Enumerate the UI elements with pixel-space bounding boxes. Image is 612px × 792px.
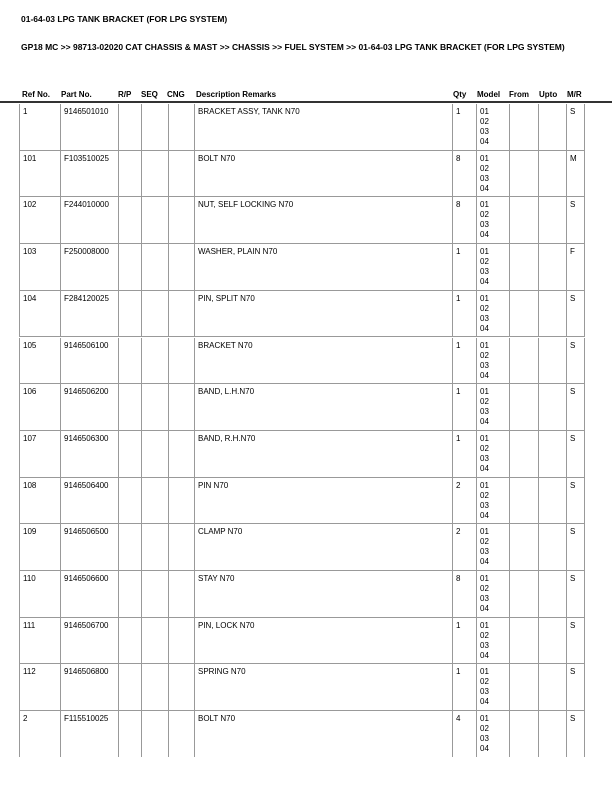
- cell-ref-no: 106: [19, 384, 60, 430]
- cell-ref-no: 111: [19, 618, 60, 664]
- table-row: [19, 244, 585, 291]
- cell-model: [476, 104, 509, 150]
- cell-model: [476, 711, 509, 757]
- model-code: 01: [480, 574, 489, 583]
- model-code: 04: [480, 650, 489, 660]
- cell-qty: 8: [452, 571, 476, 617]
- cell-part-no: 9146501010: [60, 104, 118, 150]
- cell-upto: [538, 197, 566, 243]
- cell-qty: 1: [452, 384, 476, 430]
- cell-upto: [538, 151, 566, 197]
- table-row: [19, 197, 585, 244]
- model-code: 03: [480, 313, 489, 323]
- cell-upto: [538, 291, 566, 337]
- model-code: 03: [480, 453, 489, 463]
- table-row: [19, 478, 585, 525]
- cell-upto: [538, 244, 566, 290]
- cell-upto: [538, 618, 566, 664]
- cell-part-no: 9146506400: [60, 478, 118, 524]
- cell-upto: [538, 524, 566, 570]
- cell-rp: [118, 338, 141, 384]
- cell-mr: S: [566, 431, 585, 477]
- model-code: 02: [480, 584, 489, 593]
- model-code: 03: [480, 127, 489, 136]
- model-code: 01: [480, 480, 489, 490]
- cell-rp: [118, 524, 141, 570]
- column-header-model: Model: [477, 90, 501, 99]
- cell-rp: [118, 711, 141, 757]
- model-code: 03: [480, 360, 489, 370]
- cell-from: [509, 618, 538, 664]
- model-code: 01: [480, 433, 489, 443]
- cell-description: PIN, LOCK N70: [194, 618, 452, 664]
- parts-table: [19, 104, 585, 757]
- cell-description: BOLT N70: [194, 711, 452, 757]
- cell-seq: [141, 291, 168, 337]
- model-code: 03: [480, 407, 489, 417]
- cell-rp: [118, 618, 141, 664]
- cell-qty: 1: [452, 338, 476, 384]
- cell-ref-no: 1: [19, 104, 60, 150]
- column-header-from: From: [509, 90, 529, 99]
- cell-upto: [538, 338, 566, 384]
- model-code: 01: [480, 527, 489, 537]
- cell-cng: [168, 338, 194, 384]
- cell-rp: [118, 244, 141, 290]
- column-header-seq: SEQ: [141, 90, 158, 99]
- cell-model: [476, 338, 509, 384]
- model-code: 03: [480, 220, 489, 230]
- model-code: 01: [480, 107, 489, 116]
- header-divider: [0, 101, 612, 103]
- cell-part-no: 9146506800: [60, 664, 118, 710]
- model-code: 01: [480, 153, 489, 163]
- table-row: [19, 384, 585, 431]
- cell-from: [509, 338, 538, 384]
- cell-qty: 4: [452, 711, 476, 757]
- cell-cng: [168, 478, 194, 524]
- cell-cng: [168, 711, 194, 757]
- cell-cng: [168, 524, 194, 570]
- model-code: 02: [480, 443, 489, 453]
- cell-seq: [141, 478, 168, 524]
- model-code: 02: [480, 350, 489, 360]
- cell-qty: 1: [452, 244, 476, 290]
- cell-rp: [118, 431, 141, 477]
- cell-seq: [141, 104, 168, 150]
- cell-seq: [141, 711, 168, 757]
- model-code: 03: [480, 173, 489, 183]
- cell-mr: S: [566, 478, 585, 524]
- table-row: [19, 338, 585, 385]
- cell-upto: [538, 384, 566, 430]
- cell-qty: 1: [452, 618, 476, 664]
- table-row: [19, 571, 585, 618]
- cell-seq: [141, 338, 168, 384]
- cell-model: [476, 618, 509, 664]
- cell-seq: [141, 384, 168, 430]
- cell-part-no: F103510025: [60, 151, 118, 197]
- cell-description: WASHER, PLAIN N70: [194, 244, 452, 290]
- table-row: [19, 618, 585, 665]
- cell-from: [509, 664, 538, 710]
- table-row: [19, 104, 585, 151]
- model-code: 02: [480, 397, 489, 407]
- cell-part-no: 9146506200: [60, 384, 118, 430]
- cell-ref-no: 104: [19, 291, 60, 337]
- model-code: 04: [480, 183, 489, 193]
- model-code: 02: [480, 630, 489, 640]
- cell-description: PIN N70: [194, 478, 452, 524]
- table-row: [19, 664, 585, 711]
- cell-mr: S: [566, 291, 585, 337]
- cell-ref-no: 105: [19, 338, 60, 384]
- cell-part-no: 9146506500: [60, 524, 118, 570]
- cell-seq: [141, 197, 168, 243]
- cell-seq: [141, 571, 168, 617]
- cell-ref-no: 103: [19, 244, 60, 290]
- cell-seq: [141, 244, 168, 290]
- column-header-upto: Upto: [539, 90, 558, 99]
- cell-description: BRACKET N70: [194, 338, 452, 384]
- cell-model: [476, 197, 509, 243]
- cell-description: BOLT N70: [194, 151, 452, 197]
- column-header-qty: Qty: [453, 90, 467, 99]
- cell-rp: [118, 384, 141, 430]
- model-code: 04: [480, 137, 489, 146]
- cell-qty: 8: [452, 197, 476, 243]
- cell-ref-no: 107: [19, 431, 60, 477]
- model-code: 03: [480, 547, 489, 557]
- cell-ref-no: 112: [19, 664, 60, 710]
- table-row: [19, 431, 585, 478]
- cell-part-no: F244010000: [60, 197, 118, 243]
- cell-rp: [118, 664, 141, 710]
- cell-qty: 1: [452, 104, 476, 150]
- cell-cng: [168, 618, 194, 664]
- cell-part-no: F284120025: [60, 291, 118, 337]
- model-code: 01: [480, 387, 489, 397]
- cell-mr: S: [566, 571, 585, 617]
- model-code: 04: [480, 604, 489, 613]
- cell-description: PIN, SPLIT N70: [194, 291, 452, 337]
- model-code: 01: [480, 340, 489, 350]
- cell-qty: 1: [452, 291, 476, 337]
- cell-seq: [141, 524, 168, 570]
- cell-description: BRACKET ASSY, TANK N70: [194, 104, 452, 150]
- cell-part-no: 9146506700: [60, 618, 118, 664]
- model-code: 01: [480, 247, 489, 257]
- cell-part-no: 9146506600: [60, 571, 118, 617]
- cell-cng: [168, 104, 194, 150]
- cell-cng: [168, 291, 194, 337]
- cell-from: [509, 431, 538, 477]
- model-code: 01: [480, 667, 489, 677]
- cell-ref-no: 101: [19, 151, 60, 197]
- cell-mr: M: [566, 151, 585, 197]
- cell-rp: [118, 151, 141, 197]
- model-code: 02: [480, 257, 489, 267]
- cell-cng: [168, 244, 194, 290]
- cell-from: [509, 244, 538, 290]
- cell-cng: [168, 571, 194, 617]
- model-code: 01: [480, 714, 489, 724]
- cell-mr: S: [566, 664, 585, 710]
- cell-mr: S: [566, 711, 585, 757]
- cell-qty: 8: [452, 151, 476, 197]
- page-title: 01-64-03 LPG TANK BRACKET (FOR LPG SYSTEM): [21, 14, 228, 24]
- model-code: 04: [480, 417, 489, 427]
- cell-ref-no: 2: [19, 711, 60, 757]
- cell-from: [509, 524, 538, 570]
- column-header-part-no: Part No.: [61, 90, 92, 99]
- cell-mr: S: [566, 524, 585, 570]
- model-code: 04: [480, 744, 489, 754]
- cell-part-no: 9146506300: [60, 431, 118, 477]
- column-header-cng: CNG: [167, 90, 185, 99]
- cell-upto: [538, 664, 566, 710]
- cell-rp: [118, 571, 141, 617]
- cell-mr: S: [566, 384, 585, 430]
- cell-from: [509, 104, 538, 150]
- cell-model: [476, 664, 509, 710]
- cell-model: [476, 571, 509, 617]
- cell-mr: S: [566, 197, 585, 243]
- model-code: 02: [480, 724, 489, 734]
- cell-cng: [168, 664, 194, 710]
- cell-upto: [538, 104, 566, 150]
- table-row: [19, 291, 585, 338]
- model-code: 04: [480, 463, 489, 473]
- cell-from: [509, 384, 538, 430]
- cell-description: BAND, R.H.N70: [194, 431, 452, 477]
- model-code: 03: [480, 500, 489, 510]
- table-row: [19, 711, 585, 757]
- model-code: 04: [480, 230, 489, 240]
- model-code: 04: [480, 277, 489, 287]
- cell-description: CLAMP N70: [194, 524, 452, 570]
- model-code: 01: [480, 620, 489, 630]
- cell-cng: [168, 197, 194, 243]
- model-code: 02: [480, 490, 489, 500]
- table-row: [19, 524, 585, 571]
- cell-mr: S: [566, 338, 585, 384]
- cell-ref-no: 108: [19, 478, 60, 524]
- model-code: 04: [480, 323, 489, 333]
- cell-mr: S: [566, 618, 585, 664]
- column-header-mr: M/R: [567, 90, 582, 99]
- cell-seq: [141, 151, 168, 197]
- cell-model: [476, 291, 509, 337]
- cell-ref-no: 102: [19, 197, 60, 243]
- table-row: [19, 151, 585, 198]
- cell-ref-no: 109: [19, 524, 60, 570]
- model-code: 02: [480, 677, 489, 687]
- cell-qty: 2: [452, 524, 476, 570]
- cell-model: [476, 431, 509, 477]
- column-header-rp: R/P: [118, 90, 132, 99]
- cell-model: [476, 384, 509, 430]
- cell-qty: 2: [452, 478, 476, 524]
- cell-ref-no: 110: [19, 571, 60, 617]
- cell-description: STAY N70: [194, 571, 452, 617]
- cell-upto: [538, 431, 566, 477]
- cell-model: [476, 524, 509, 570]
- cell-cng: [168, 431, 194, 477]
- column-header-description: Description Remarks: [196, 90, 277, 99]
- cell-model: [476, 151, 509, 197]
- cell-mr: S: [566, 104, 585, 150]
- cell-mr: F: [566, 244, 585, 290]
- cell-rp: [118, 291, 141, 337]
- model-code: 04: [480, 510, 489, 520]
- cell-from: [509, 151, 538, 197]
- cell-part-no: F250008000: [60, 244, 118, 290]
- cell-cng: [168, 384, 194, 430]
- model-code: 03: [480, 267, 489, 277]
- model-code: 03: [480, 640, 489, 650]
- cell-cng: [168, 151, 194, 197]
- model-code: 02: [480, 117, 489, 126]
- cell-description: NUT, SELF LOCKING N70: [194, 197, 452, 243]
- breadcrumb: GP18 MC >> 98713-02020 CAT CHASSIS & MAST >> CHASSIS >> FUEL SYSTEM >> 01-64-03 LPG TANK BRACKET (FOR LPG SYSTEM): [21, 42, 565, 52]
- cell-seq: [141, 431, 168, 477]
- model-code: 04: [480, 557, 489, 567]
- cell-model: [476, 244, 509, 290]
- cell-from: [509, 478, 538, 524]
- cell-description: BAND, L.H.N70: [194, 384, 452, 430]
- model-code: 03: [480, 594, 489, 603]
- model-code: 03: [480, 734, 489, 744]
- cell-upto: [538, 478, 566, 524]
- model-code: 04: [480, 697, 489, 707]
- cell-qty: 1: [452, 431, 476, 477]
- cell-from: [509, 571, 538, 617]
- model-code: 03: [480, 687, 489, 697]
- cell-rp: [118, 478, 141, 524]
- cell-description: SPRING N70: [194, 664, 452, 710]
- cell-upto: [538, 711, 566, 757]
- cell-from: [509, 197, 538, 243]
- cell-qty: 1: [452, 664, 476, 710]
- cell-part-no: 9146506100: [60, 338, 118, 384]
- model-code: 02: [480, 210, 489, 220]
- cell-from: [509, 291, 538, 337]
- model-code: 01: [480, 293, 489, 303]
- cell-seq: [141, 618, 168, 664]
- model-code: 01: [480, 200, 489, 210]
- column-header-ref-no: Ref No.: [22, 90, 50, 99]
- cell-model: [476, 478, 509, 524]
- model-code: 02: [480, 303, 489, 313]
- cell-upto: [538, 571, 566, 617]
- cell-seq: [141, 664, 168, 710]
- cell-rp: [118, 104, 141, 150]
- cell-rp: [118, 197, 141, 243]
- cell-from: [509, 711, 538, 757]
- model-code: 02: [480, 163, 489, 173]
- model-code: 04: [480, 370, 489, 380]
- model-code: 02: [480, 537, 489, 547]
- cell-part-no: F115510025: [60, 711, 118, 757]
